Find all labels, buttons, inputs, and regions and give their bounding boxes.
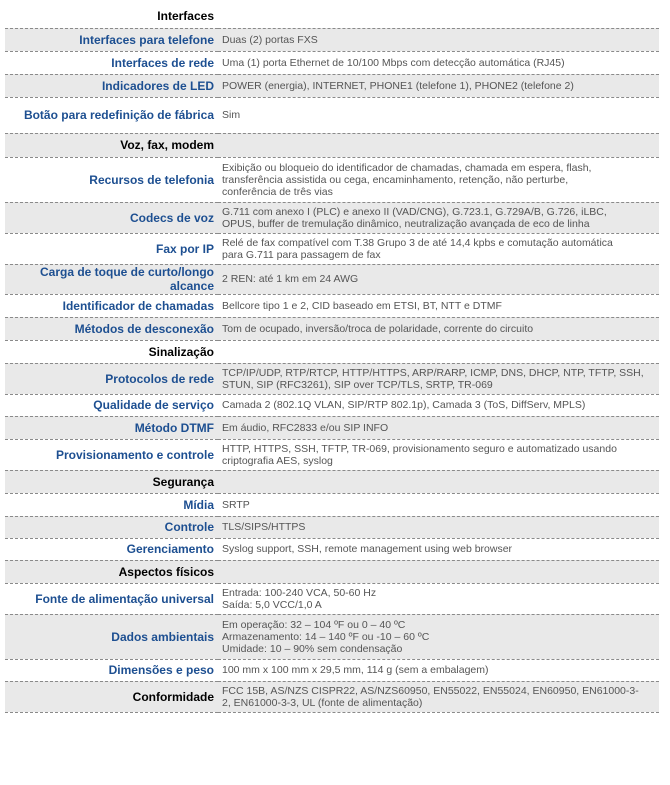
section-header-row [5, 133, 659, 157]
spec-value-line: Em operação: 32 – 104 ºF ou 0 – 40 ºC [222, 618, 406, 631]
spec-value [218, 493, 659, 516]
spec-value [218, 439, 659, 470]
spec-value-line: STUN, SIP (RFC3261), SIP over TCP/TLS, SRTP, TR-069 [222, 378, 493, 391]
section-title-seguranca: Segurança [5, 470, 218, 493]
spec-value [218, 28, 659, 51]
spec-row [5, 202, 659, 233]
spec-value-line: TLS/SIPS/HTTPS [222, 521, 306, 533]
spec-row [5, 614, 659, 659]
spec-row [5, 439, 659, 470]
spec-label-interfaces-para-telefone: Interfaces para telefone [5, 28, 218, 51]
spec-value-line: Umidade: 10 – 90% sem condensação [222, 642, 403, 655]
spec-label-codecs-de-voz: Codecs de voz [5, 202, 218, 233]
spec-label-identificador-de-chamadas: Identificador de chamadas [5, 294, 218, 317]
spec-value-line: 100 mm x 100 mm x 29,5 mm, 114 g (sem a embalagem) [222, 664, 489, 676]
spec-value-line: Duas (2) portas FXS [222, 33, 318, 46]
spec-value [218, 363, 659, 394]
spec-label-qualidade-de-servico: Qualidade de serviço [5, 394, 218, 416]
spec-value [218, 233, 659, 264]
spec-value [218, 97, 659, 133]
spec-value [218, 5, 659, 28]
spec-value-line: para G.711 para passagem de fax [222, 248, 381, 261]
spec-row [5, 659, 659, 681]
section-title-voz-fax-modem: Voz, fax, modem [5, 133, 218, 157]
spec-value [218, 538, 659, 560]
spec-row [5, 74, 659, 97]
spec-label-protocolos-de-rede: Protocolos de rede [5, 363, 218, 394]
spec-row [5, 28, 659, 51]
spec-row [5, 233, 659, 264]
spec-value [218, 51, 659, 74]
spec-value [218, 614, 659, 659]
spec-value-line: FCC 15B, AS/NZS CISPR22, AS/NZS60950, EN55022, EN55024, EN60950, EN61000-3- [222, 684, 639, 697]
spec-value-line: Camada 2 (802.1Q VLAN, SIP/RTP 802.1p), Camada 3 (ToS, DiffServ, MPLS) [222, 399, 586, 411]
spec-label-metodos-de-desconexao: Métodos de desconexão [5, 317, 218, 340]
spec-value [218, 264, 659, 294]
spec-value [218, 294, 659, 317]
spec-value [218, 516, 659, 538]
spec-label-indicadores-de-led: Indicadores de LED [5, 74, 218, 97]
section-title-sinalizacao: Sinalização [5, 340, 218, 363]
spec-row [5, 583, 659, 614]
spec-label-interfaces-de-rede: Interfaces de rede [5, 51, 218, 74]
spec-label-controle: Controle [5, 516, 218, 538]
section-title-aspectos-fisicos: Aspectos físicos [5, 560, 218, 583]
spec-value-line: conferência de três vias [222, 185, 333, 198]
spec-value-line: Uma (1) porta Ethernet de 10/100 Mbps com detecção automática (RJ45) [222, 56, 565, 69]
spec-row [5, 681, 659, 712]
spec-value-line: criptografia AES, syslog [222, 454, 333, 467]
spec-value [218, 202, 659, 233]
spec-value-line: Exibição ou bloqueio do identificador de chamadas, chamada em espera, flash, [222, 161, 592, 174]
spec-row [5, 157, 659, 202]
spec-label-metodo-dtmf: Método DTMF [5, 416, 218, 439]
section-header-row [5, 340, 659, 363]
spec-row [5, 416, 659, 439]
spec-row [5, 493, 659, 516]
spec-value-line: transferência assistida ou cega, encaminhamento, retenção, não perturbe, [222, 173, 569, 186]
spec-label-recursos-de-telefonia: Recursos de telefonia [5, 157, 218, 202]
spec-label-conformidade: Conformidade [5, 681, 218, 712]
spec-label-midia: Mídia [5, 493, 218, 516]
spec-value [218, 659, 659, 681]
spec-value-line: OPUS, buffer de tremulação dinâmico, neutralização avançada de eco de linha [222, 217, 590, 230]
section-header-row [5, 560, 659, 583]
spec-value [218, 133, 659, 157]
spec-row [5, 264, 659, 294]
spec-value-line: Entrada: 100-240 VCA, 50-60 Hz [222, 586, 377, 599]
spec-label-gerenciamento: Gerenciamento [5, 538, 218, 560]
spec-value-line: Relé de fax compatível com T.38 Grupo 3 de até 14,4 kpbs e comutação automática [222, 236, 613, 249]
spec-label-botao-para-redefinicao-de-fabrica: Botão para redefinição de fábrica [5, 97, 218, 133]
spec-value-line: Bellcore tipo 1 e 2, CID baseado em ETSI, BT, NTT e DTMF [222, 299, 502, 312]
section-header-row [5, 470, 659, 493]
spec-label-fax-por-ip: Fax por IP [5, 233, 218, 264]
spec-label-provisionamento-e-controle: Provisionamento e controle [5, 439, 218, 470]
spec-value-line: Tom de ocupado, inversão/troca de polaridade, corrente do circuito [222, 322, 534, 335]
spec-value-line: Armazenamento: 14 – 140 ºF ou -10 – 60 ºC [222, 630, 430, 643]
spec-label-dados-ambientais: Dados ambientais [5, 614, 218, 659]
spec-row [5, 516, 659, 538]
spec-value-line: HTTP, HTTPS, SSH, TFTP, TR-069, provisionamento seguro e automatizado usando [222, 442, 617, 455]
spec-value [218, 317, 659, 340]
spec-value-line: Sim [222, 109, 241, 121]
spec-label-fonte-de-alimentacao-universal: Fonte de alimentação universal [5, 583, 218, 614]
spec-table [5, 5, 659, 713]
section-header-row [5, 5, 659, 28]
spec-label-dimensoes-e-peso: Dimensões e peso [5, 659, 218, 681]
spec-value [218, 560, 659, 583]
spec-value-line: G.711 com anexo I (PLC) e anexo II (VAD/CNG), G.723.1, G.729A/B, G.726, iLBC, [222, 205, 607, 218]
spec-value [218, 394, 659, 416]
section-title-interfaces: Interfaces [5, 5, 218, 28]
spec-value-line: SRTP [222, 498, 250, 511]
spec-value-line: Saída: 5,0 VCC/1,0 A [222, 598, 322, 611]
spec-row [5, 97, 659, 133]
spec-value-line: 2 REN: até 1 km em 24 AWG [222, 273, 359, 285]
spec-value-line: TCP/IP/UDP, RTP/RTCP, HTTP/HTTPS, ARP/RARP, ICMP, DNS, DHCP, NTP, TFTP, SSH, [222, 366, 644, 379]
spec-value [218, 157, 659, 202]
spec-row [5, 363, 659, 394]
spec-row [5, 294, 659, 317]
spec-value-line: Em áudio, RFC2833 e/ou SIP INFO [222, 421, 389, 434]
spec-row [5, 394, 659, 416]
spec-value [218, 340, 659, 363]
spec-row [5, 538, 659, 560]
spec-value [218, 681, 659, 712]
spec-value [218, 583, 659, 614]
spec-value-line: POWER (energia), INTERNET, PHONE1 (telefone 1), PHONE2 (telefone 2) [222, 79, 574, 92]
spec-value-line: Syslog support, SSH, remote management using web browser [222, 543, 513, 555]
spec-row [5, 317, 659, 340]
spec-value [218, 470, 659, 493]
spec-value [218, 416, 659, 439]
spec-row [5, 51, 659, 74]
spec-value [218, 74, 659, 97]
spec-label-carga-de-toque-de-curto-longo-alcance: Carga de toque de curto/longo alcance [5, 264, 218, 294]
spec-value-line: 2, EN61000-3-3, UL (fonte de alimentação) [222, 696, 423, 709]
